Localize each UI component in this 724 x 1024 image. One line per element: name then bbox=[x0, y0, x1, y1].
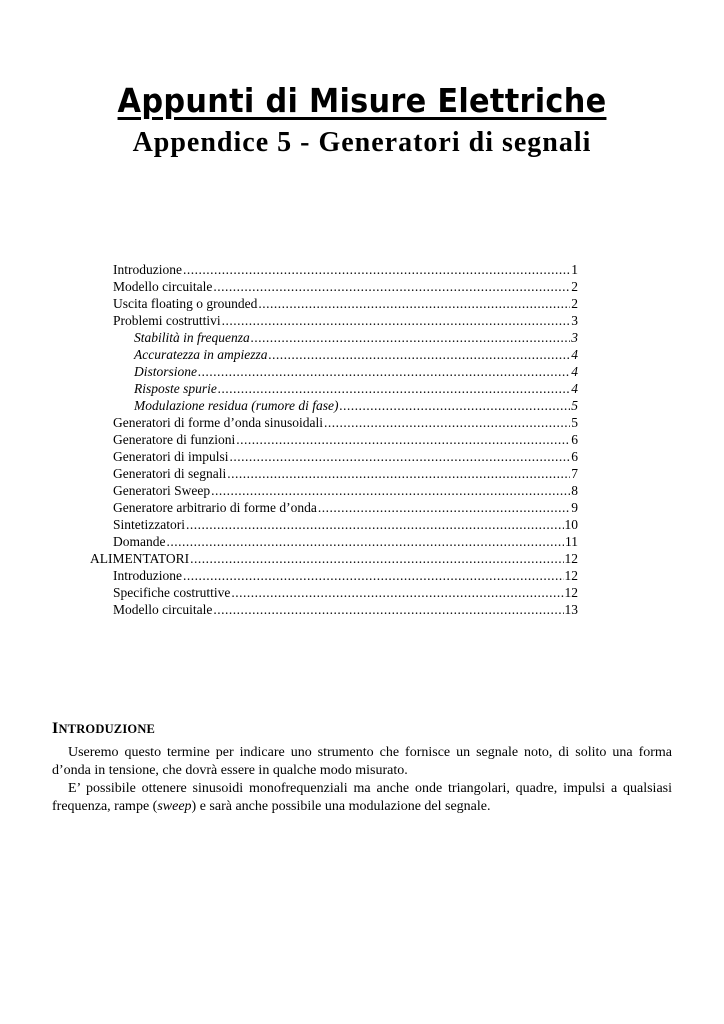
toc-entry[interactable] bbox=[90, 346, 578, 363]
document-title: Appunti di Misure Elettriche bbox=[117, 81, 607, 120]
toc-entry[interactable] bbox=[90, 516, 578, 533]
toc-entry[interactable] bbox=[90, 397, 578, 414]
toc-entry-page: 4 bbox=[571, 364, 578, 379]
toc-dot-leader bbox=[251, 329, 571, 346]
toc-dot-leader bbox=[339, 397, 570, 414]
toc-entry[interactable] bbox=[90, 567, 578, 584]
toc-entry[interactable] bbox=[90, 499, 578, 516]
toc-entry[interactable] bbox=[90, 329, 578, 346]
section-heading bbox=[52, 720, 155, 738]
toc-dot-leader bbox=[198, 363, 570, 380]
toc-entry-label: Risposte spurie bbox=[134, 381, 217, 396]
toc-entry-label: Stabilità in frequenza bbox=[134, 330, 250, 345]
toc-dot-leader bbox=[229, 448, 570, 465]
toc-entry-page: 5 bbox=[571, 398, 578, 413]
toc-dot-leader bbox=[231, 584, 563, 601]
toc-dot-leader bbox=[186, 516, 564, 533]
toc-entry-label: Generatori di forme d’onda sinusoidali bbox=[113, 415, 323, 430]
toc-entry-page: 6 bbox=[571, 449, 578, 464]
toc-entry[interactable] bbox=[90, 584, 578, 601]
toc-entry-page: 7 bbox=[571, 466, 578, 481]
toc-entry-label: Problemi costruttivi bbox=[113, 313, 221, 328]
toc-entry-label: Generatori di impulsi bbox=[113, 449, 229, 464]
toc-entry-label: Specifiche costruttive bbox=[113, 585, 231, 600]
toc-entry-page: 4 bbox=[571, 347, 578, 362]
section-heading-rest: NTRODUZIONE bbox=[58, 722, 156, 736]
toc-entry-page: 5 bbox=[571, 415, 578, 430]
toc-entry-page: 3 bbox=[571, 330, 578, 345]
toc-entry[interactable] bbox=[90, 533, 578, 550]
toc-entry-label: Domande bbox=[113, 534, 166, 549]
toc-entry-page: 13 bbox=[564, 602, 578, 617]
table-of-contents bbox=[90, 261, 578, 618]
toc-entry-label: Generatori Sweep bbox=[113, 483, 211, 498]
toc-entry-label: Sintetizzatori bbox=[113, 517, 185, 532]
toc-entry-label: Generatore di funzioni bbox=[113, 432, 236, 447]
toc-entry-page: 6 bbox=[571, 432, 578, 447]
toc-entry-label: Modello circuitale bbox=[113, 279, 213, 294]
paragraph-text: E’ possibile ottenere sinusoidi monofrequenziali ma anche onde triangolari, quadre, impulsi a qualsiasi frequenza, rampe ( bbox=[52, 781, 672, 814]
toc-entry-page: 12 bbox=[564, 585, 578, 600]
toc-entry[interactable] bbox=[90, 601, 578, 618]
toc-entry-label: Generatore arbitrario di forme d’onda bbox=[113, 500, 317, 515]
toc-entry-page: 8 bbox=[571, 483, 578, 498]
toc-entry-page: 4 bbox=[571, 381, 578, 396]
toc-dot-leader bbox=[258, 295, 570, 312]
section-body bbox=[52, 744, 672, 816]
paragraph-text: ) e sarà anche possibile una modulazione del segnale. bbox=[191, 799, 491, 814]
toc-entry-label: Modulazione residua (rumore di fase) bbox=[134, 398, 339, 413]
toc-entry-label: Generatori di segnali bbox=[113, 466, 227, 481]
toc-entry-label: Accuratezza in ampiezza bbox=[134, 347, 268, 362]
toc-dot-leader bbox=[213, 601, 563, 618]
document-subtitle: Appendice 5 - Generatori di segnali bbox=[132, 127, 592, 158]
toc-entry-page: 1 bbox=[571, 262, 578, 277]
toc-dot-leader bbox=[183, 567, 564, 584]
toc-entry-page: 3 bbox=[571, 313, 578, 328]
toc-entry[interactable] bbox=[90, 465, 578, 482]
paragraph bbox=[52, 780, 672, 816]
toc-dot-leader bbox=[324, 414, 570, 431]
toc-entry-label: Introduzione bbox=[113, 568, 182, 583]
toc-dot-leader bbox=[227, 465, 570, 482]
toc-dot-leader bbox=[183, 261, 570, 278]
toc-entry[interactable] bbox=[90, 261, 578, 278]
paragraph-emphasis: sweep bbox=[157, 799, 192, 814]
toc-dot-leader bbox=[166, 533, 564, 550]
toc-entry[interactable] bbox=[90, 448, 578, 465]
toc-entry[interactable] bbox=[90, 278, 578, 295]
toc-entry-page: 10 bbox=[564, 517, 578, 532]
toc-entry[interactable] bbox=[90, 482, 578, 499]
toc-entry-page: 12 bbox=[564, 568, 578, 583]
toc-dot-leader bbox=[318, 499, 570, 516]
toc-entry[interactable] bbox=[90, 550, 578, 567]
toc-entry-label: Modello circuitale bbox=[113, 602, 213, 617]
toc-dot-leader bbox=[213, 278, 570, 295]
toc-entry[interactable] bbox=[90, 380, 578, 397]
toc-entry-page: 12 bbox=[564, 551, 578, 566]
toc-entry-page: 2 bbox=[571, 296, 578, 311]
toc-entry-label: ALIMENTATORI bbox=[90, 551, 190, 566]
toc-entry-label: Introduzione bbox=[113, 262, 182, 277]
toc-entry-label: Uscita floating o grounded bbox=[113, 296, 258, 311]
toc-dot-leader bbox=[218, 380, 570, 397]
toc-entry-page: 9 bbox=[571, 500, 578, 515]
toc-dot-leader bbox=[236, 431, 570, 448]
toc-entry[interactable] bbox=[90, 312, 578, 329]
paragraph: Useremo questo termine per indicare uno strumento che fornisce un segnale noto, di solito una forma d’onda in tensione, che dovrà essere in qualche modo misurato. bbox=[52, 745, 672, 778]
toc-dot-leader bbox=[268, 346, 570, 363]
toc-dot-leader bbox=[190, 550, 563, 567]
toc-entry-label: Distorsione bbox=[134, 364, 198, 379]
toc-entry[interactable] bbox=[90, 431, 578, 448]
toc-entry[interactable] bbox=[90, 295, 578, 312]
toc-dot-leader bbox=[211, 482, 570, 499]
section-heading-initial: I bbox=[52, 720, 59, 737]
toc-dot-leader bbox=[222, 312, 571, 329]
toc-entry[interactable] bbox=[90, 414, 578, 431]
toc-entry-page: 2 bbox=[571, 279, 578, 294]
toc-entry[interactable] bbox=[90, 363, 578, 380]
toc-entry-page: 11 bbox=[565, 534, 578, 549]
